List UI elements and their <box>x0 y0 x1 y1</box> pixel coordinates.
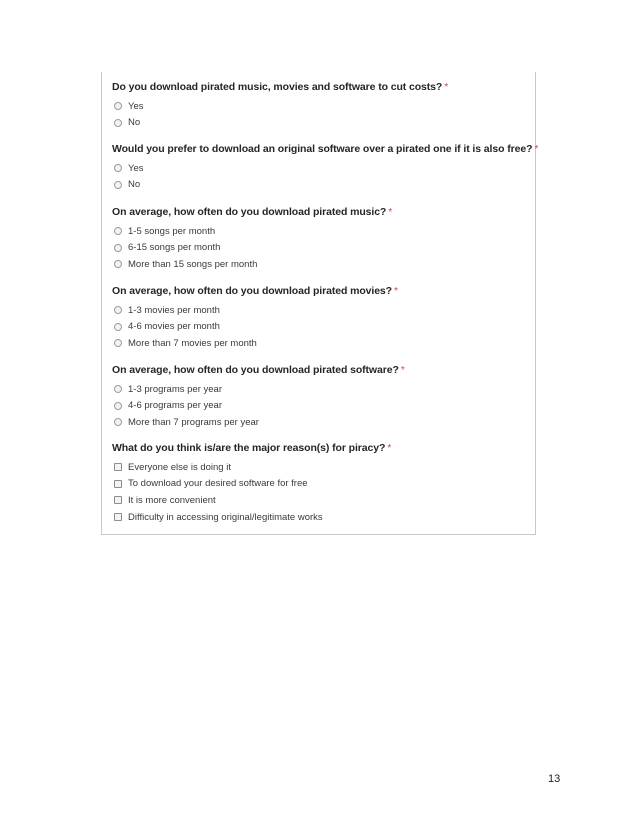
question-music-frequency <box>112 206 529 273</box>
option-label: 1-3 programs per year <box>128 383 222 395</box>
option-label: More than 7 movies per month <box>128 337 257 349</box>
option-label: It is more convenient <box>128 494 216 506</box>
option-label: No <box>128 179 141 191</box>
radio-button[interactable] <box>114 164 122 172</box>
question-title: On average, how often do you download pirated music? * <box>112 206 393 218</box>
option-difficulty-accessing[interactable] <box>112 509 529 526</box>
option-4-6-movies[interactable] <box>112 319 529 336</box>
radio-button[interactable] <box>114 385 122 393</box>
required-asterisk: * <box>394 285 398 297</box>
radio-button[interactable] <box>114 402 122 410</box>
radio-button[interactable] <box>114 306 122 314</box>
required-asterisk: * <box>534 143 539 155</box>
question-piracy-reasons <box>112 442 529 525</box>
option-more-than-7-programs[interactable] <box>112 414 529 431</box>
question-movies-frequency <box>112 285 529 352</box>
question-title: On average, how often do you download pirated movies? * <box>112 285 398 297</box>
radio-button[interactable] <box>114 339 122 347</box>
radio-button[interactable] <box>114 119 122 127</box>
checkbox[interactable] <box>114 463 122 471</box>
option-more-than-7-movies[interactable] <box>112 335 529 352</box>
option-everyone-else[interactable] <box>112 459 529 476</box>
option-no[interactable] <box>112 177 529 194</box>
required-asterisk: * <box>388 206 393 218</box>
option-4-6-programs[interactable] <box>112 398 529 415</box>
option-1-3-programs[interactable] <box>112 381 529 398</box>
option-download-for-free[interactable] <box>112 476 529 493</box>
option-label: 4-6 movies per month <box>128 321 220 333</box>
option-6-15-songs[interactable] <box>112 240 529 257</box>
radio-button[interactable] <box>114 102 122 110</box>
option-label: 6-15 songs per month <box>128 242 221 254</box>
option-yes[interactable] <box>112 160 529 177</box>
option-label: More than 15 songs per month <box>128 258 258 270</box>
checkbox[interactable] <box>114 496 122 504</box>
radio-button[interactable] <box>114 244 122 252</box>
option-label: Yes <box>128 162 144 174</box>
required-asterisk: * <box>387 442 392 454</box>
option-label: To download your desired software for free <box>128 478 308 490</box>
question-piracy-cost <box>112 81 529 131</box>
option-label: Everyone else is doing it <box>128 461 231 473</box>
radio-button[interactable] <box>114 418 122 426</box>
question-prefer-original <box>112 143 539 193</box>
required-asterisk: * <box>400 364 405 376</box>
radio-button[interactable] <box>114 323 122 331</box>
checkbox[interactable] <box>114 513 122 521</box>
survey-form-screenshot <box>101 72 539 535</box>
option-label: 4-6 programs per year <box>128 400 222 412</box>
checkbox[interactable] <box>114 480 122 488</box>
question-title: Do you download pirated music, movies and software to cut costs? * <box>112 81 449 93</box>
option-no[interactable] <box>112 115 529 132</box>
question-software-frequency <box>112 364 529 431</box>
option-label: Yes <box>128 100 144 112</box>
option-1-5-songs[interactable] <box>112 223 529 240</box>
page-number: 13 <box>548 773 561 785</box>
option-label: 1-5 songs per month <box>128 225 216 237</box>
option-more-convenient[interactable] <box>112 492 529 509</box>
question-title: Would you prefer to download an original software over a pirated one if it is also free? * <box>112 143 539 155</box>
question-title: On average, how often do you download pirated software? * <box>112 364 405 376</box>
radio-button[interactable] <box>114 181 122 189</box>
option-label: More than 7 programs per year <box>128 416 259 428</box>
option-1-3-movies[interactable] <box>112 302 529 319</box>
option-label: No <box>128 117 141 129</box>
option-more-than-15-songs[interactable] <box>112 256 529 273</box>
radio-button[interactable] <box>114 227 122 235</box>
option-label: Difficulty in accessing original/legitimate works <box>128 511 323 523</box>
option-yes[interactable] <box>112 98 529 115</box>
radio-button[interactable] <box>114 260 122 268</box>
option-label: 1-3 movies per month <box>128 304 220 316</box>
question-title: What do you think is/are the major reason(s) for piracy? * <box>112 442 392 454</box>
required-asterisk: * <box>444 81 449 93</box>
